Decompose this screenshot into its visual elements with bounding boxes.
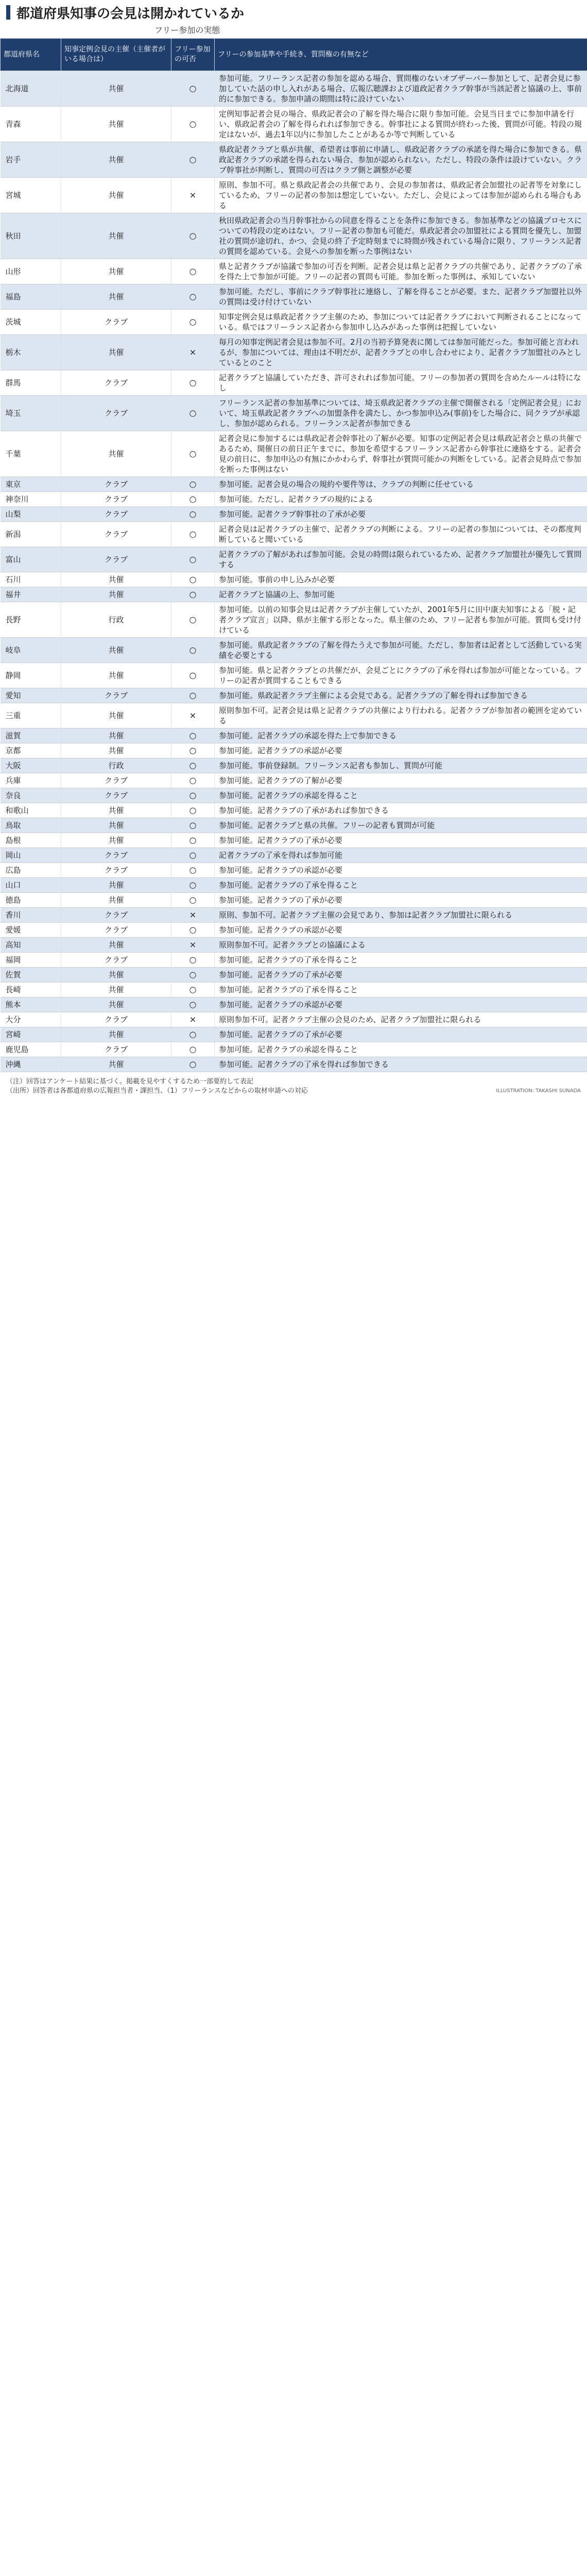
cell-prefecture: 広島 — [1, 863, 61, 878]
table-row — [1, 522, 587, 547]
table-row — [1, 310, 587, 335]
header-organizer: 知事定例会見の主催（主催者がいる場合は） — [61, 39, 171, 71]
cell-organizer: 共催 — [61, 728, 171, 743]
cell-freelance-allowed: ○ — [171, 818, 215, 833]
cell-freelance-allowed: × — [171, 178, 215, 213]
table-row — [1, 1057, 587, 1072]
cell-freelance-allowed: ○ — [171, 773, 215, 788]
cell-organizer: クラブ — [61, 923, 171, 938]
table-row — [1, 1042, 587, 1057]
cell-prefecture: 宮城 — [1, 178, 61, 213]
cell-notes: 参加可能。記者クラブと県の共催。フリーの記者も質問が可能 — [215, 818, 587, 833]
cell-freelance-allowed: ○ — [171, 803, 215, 818]
title-accent-bar — [6, 5, 10, 20]
table-row — [1, 638, 587, 663]
cell-prefecture: 埼玉 — [1, 396, 61, 431]
cell-notes: 参加可能。フリーランス記者の参加を認める場合、質問権のないオブザーバー参加として、記者会見に参加していた話の申し入れがある場合、広報広聴課および道政記者クラブ幹事が当該記者と協議の上、事前的に参加できる。参加申請の期間は特に設けていない — [215, 71, 587, 107]
table-row — [1, 477, 587, 492]
cell-notes: 記者クラブの了承を得れば参加可能 — [215, 848, 587, 863]
table-body — [1, 71, 587, 1072]
table-row — [1, 743, 587, 758]
cell-freelance-allowed: ○ — [171, 863, 215, 878]
table-header-row — [1, 39, 587, 71]
cell-notes: 県と記者クラブが協議で参加の可否を判断。記者会見は県と記者クラブの共催であり、記者クラブの了承を得た上で参加が可能。フリーの記者の質問も可能。参加を断った事例は、承知していない — [215, 259, 587, 284]
cell-prefecture: 福井 — [1, 587, 61, 602]
cell-freelance-allowed: ○ — [171, 507, 215, 522]
footer-note-line: （注）回答はアンケート結果に基づく。掲載を見やすくするため一部要約して表記 — [6, 1078, 253, 1086]
cell-organizer: 共催 — [61, 572, 171, 587]
cell-prefecture: 山口 — [1, 878, 61, 893]
cell-notes: 参加可能。ただし、記者クラブの規約による — [215, 492, 587, 507]
cell-prefecture: 富山 — [1, 547, 61, 572]
cell-organizer: クラブ — [61, 953, 171, 968]
cell-prefecture: 京都 — [1, 743, 61, 758]
cell-notes: 定例知事記者会見の場合、県政記者会の了解を得た場合に限り参加可能。会見当日までに参加申請を行い、県政記者会の了解を得られれば参加できる。幹事社による質問が終わった後、質問が可能。特段の規定はないが、過去1年以内に参加したことがあるか等で判断している — [215, 107, 587, 142]
table-row — [1, 370, 587, 396]
cell-organizer: 共催 — [61, 1057, 171, 1072]
cell-prefecture: 神奈川 — [1, 492, 61, 507]
cell-notes: 参加可能。記者クラブの了承を得ること — [215, 953, 587, 968]
table-row — [1, 968, 587, 982]
cell-notes: 参加可能。記者クラブ幹事社の了承が必要 — [215, 507, 587, 522]
cell-notes: 原則参加不可。記者クラブ主催の会見のため、記者クラブ加盟社に限られる — [215, 1012, 587, 1027]
footer-credit: ILLUSTRATION: TAKASHI SUNADA — [496, 1088, 581, 1094]
cell-organizer: 行政 — [61, 602, 171, 638]
cell-freelance-allowed: ○ — [171, 982, 215, 997]
cell-organizer: 共催 — [61, 284, 171, 310]
cell-freelance-allowed: × — [171, 938, 215, 953]
table-row — [1, 688, 587, 703]
cell-prefecture: 沖縄 — [1, 1057, 61, 1072]
table-row — [1, 848, 587, 863]
cell-organizer: 共催 — [61, 587, 171, 602]
title-row — [0, 0, 587, 25]
cell-notes: フリーランス記者の参加基準については、埼玉県政記者クラブの主催で開催される「定例記者会見」において、埼玉県政記者クラブへの加盟条件を満たし、かつ参加申込み(事前)をした場合に、同クラブが承認し、参加が認められる。フリーランス記者が参加できる — [215, 396, 587, 431]
table-row — [1, 213, 587, 259]
cell-prefecture: 千葉 — [1, 431, 61, 477]
cell-prefecture: 群馬 — [1, 370, 61, 396]
cell-organizer: 共催 — [61, 703, 171, 728]
cell-prefecture: 島根 — [1, 833, 61, 848]
cell-notes: 毎月の知事定例記者会見は参加不可。2月の当初予算発表に関しては参加可能だった。参加可能と言われるが、参加については、理由は不明だが、記者クラブとの申し合わせにより、記者クラブ加盟社のみとしているとのこと — [215, 335, 587, 370]
cell-organizer: クラブ — [61, 547, 171, 572]
cell-freelance-allowed: ○ — [171, 728, 215, 743]
table-row — [1, 863, 587, 878]
cell-organizer: 共催 — [61, 893, 171, 908]
cell-freelance-allowed: ○ — [171, 638, 215, 663]
cell-notes: 参加可能。記者クラブの承認を得た上で参加できる — [215, 728, 587, 743]
cell-organizer: クラブ — [61, 1012, 171, 1027]
table-row — [1, 803, 587, 818]
table-row — [1, 587, 587, 602]
cell-freelance-allowed: ○ — [171, 953, 215, 968]
cell-prefecture: 岡山 — [1, 848, 61, 863]
cell-organizer: 共催 — [61, 213, 171, 259]
cell-notes: 参加可能。県政記者クラブ主催による会見である。記者クラブの了解を得れば参加できる — [215, 688, 587, 703]
cell-prefecture: 香川 — [1, 908, 61, 923]
table-row — [1, 788, 587, 803]
cell-organizer: クラブ — [61, 773, 171, 788]
cell-prefecture: 長野 — [1, 602, 61, 638]
cell-notes: 原則参加不可。記者会見は県と記者クラブの共催により行われる。記者クラブが参加者の範囲を定めている — [215, 703, 587, 728]
cell-organizer: クラブ — [61, 848, 171, 863]
cell-organizer: 共催 — [61, 982, 171, 997]
cell-prefecture: 石川 — [1, 572, 61, 587]
table-row — [1, 982, 587, 997]
cell-notes: 県政記者クラブと県が共催、希望者は事前に申請し、県政記者クラブの承諾を得た場合に参加できる。県政記者クラブの承諾を得られない場合、参加が認められない。ただし、特段の条件は設けていない。クラブ幹事社が判断し、質問の可否はクラブ側と調整が必要 — [215, 142, 587, 178]
cell-prefecture: 宮崎 — [1, 1027, 61, 1042]
cell-organizer: 共催 — [61, 878, 171, 893]
cell-freelance-allowed: × — [171, 335, 215, 370]
cell-prefecture: 高知 — [1, 938, 61, 953]
cell-notes: 参加可能。記者クラブの承認が必要 — [215, 997, 587, 1012]
cell-notes: 参加可能。記者クラブの了承を得ること — [215, 878, 587, 893]
cell-notes: 参加可能。県政記者クラブの了解を得たうえで参加が可能。ただし、参加者は記者として活動している実績を必要とする — [215, 638, 587, 663]
cell-organizer: クラブ — [61, 688, 171, 703]
cell-freelance-allowed: × — [171, 1012, 215, 1027]
cell-prefecture: 山形 — [1, 259, 61, 284]
cell-prefecture: 奈良 — [1, 788, 61, 803]
cell-freelance-allowed: ○ — [171, 547, 215, 572]
cell-prefecture: 鳥取 — [1, 818, 61, 833]
page-title: 都道府県知事の会見は開かれているか — [16, 6, 245, 22]
cell-prefecture: 北海道 — [1, 71, 61, 107]
footer-source-line: （出所）回答者は各都道府県の広報担当者・課担当、（1）フリーランスなどからの取材申請への対応 — [6, 1087, 308, 1095]
cell-notes: 参加可能。以前の知事会見は記者クラブが主催していたが、2001年5月に田中康夫知事による「脱・記者クラブ宣言」以降、県が主催する形となった。県主催のため、フリー記者も参加が可能。質問も受け付けている — [215, 602, 587, 638]
cell-freelance-allowed: ○ — [171, 431, 215, 477]
cell-organizer: クラブ — [61, 507, 171, 522]
cell-organizer: 共催 — [61, 938, 171, 953]
table-row — [1, 71, 587, 107]
cell-freelance-allowed: ○ — [171, 370, 215, 396]
cell-organizer: 共催 — [61, 431, 171, 477]
cell-notes: 参加可能。記者クラブの了承があれば参加できる — [215, 803, 587, 818]
table-row — [1, 818, 587, 833]
table-row — [1, 893, 587, 908]
cell-notes: 参加可能。記者クラブの了承を得れば参加できる — [215, 1057, 587, 1072]
cell-organizer: 共催 — [61, 818, 171, 833]
table-row — [1, 663, 587, 688]
cell-organizer: クラブ — [61, 370, 171, 396]
cell-organizer: 共催 — [61, 259, 171, 284]
cell-freelance-allowed: ○ — [171, 142, 215, 178]
cell-notes: 参加可能。記者クラブの了承を得ること — [215, 982, 587, 997]
cell-freelance-allowed: ○ — [171, 259, 215, 284]
table-row — [1, 758, 587, 773]
cell-prefecture: 鹿児島 — [1, 1042, 61, 1057]
cell-organizer: クラブ — [61, 396, 171, 431]
cell-freelance-allowed: ○ — [171, 1057, 215, 1072]
table-row — [1, 259, 587, 284]
cell-freelance-allowed: ○ — [171, 522, 215, 547]
cell-organizer: 共催 — [61, 833, 171, 848]
cell-prefecture: 大分 — [1, 1012, 61, 1027]
table-row — [1, 431, 587, 477]
cell-prefecture: 熊本 — [1, 997, 61, 1012]
table-row — [1, 547, 587, 572]
cell-freelance-allowed: ○ — [171, 572, 215, 587]
cell-organizer: 共催 — [61, 638, 171, 663]
cell-notes: 参加可能。記者クラブの承認が必要 — [215, 923, 587, 938]
cell-prefecture: 長崎 — [1, 982, 61, 997]
cell-freelance-allowed: ○ — [171, 492, 215, 507]
cell-freelance-allowed: ○ — [171, 833, 215, 848]
cell-organizer: 共催 — [61, 335, 171, 370]
cell-notes: 参加可能。記者クラブの承認が必要 — [215, 863, 587, 878]
cell-freelance-allowed: ○ — [171, 997, 215, 1012]
table-row — [1, 107, 587, 142]
cell-prefecture: 大阪 — [1, 758, 61, 773]
cell-notes: 原則、参加不可。県と県政記者会の共催であり、会見の参加者は、県政記者会加盟社の記者等を対象にしているため、フリーの記者の参加は想定していない。ただし、会見によっては参加が認められる場合もある — [215, 178, 587, 213]
cell-organizer: 共催 — [61, 997, 171, 1012]
header-freelance-allowed: フリー参加の可否 — [171, 39, 215, 71]
cell-prefecture: 秋田 — [1, 213, 61, 259]
cell-notes: 参加可能。記者クラブの承認が必要 — [215, 743, 587, 758]
table-row — [1, 908, 587, 923]
cell-prefecture: 福岡 — [1, 953, 61, 968]
cell-freelance-allowed: × — [171, 908, 215, 923]
cell-notes: 参加可能。記者クラブの承認を得ること — [215, 788, 587, 803]
cell-notes: 参加可能。記者クラブの了承が必要 — [215, 1027, 587, 1042]
cell-prefecture: 山梨 — [1, 507, 61, 522]
cell-freelance-allowed: ○ — [171, 587, 215, 602]
cell-organizer: クラブ — [61, 863, 171, 878]
cell-freelance-allowed: ○ — [171, 1042, 215, 1057]
cell-organizer: 行政 — [61, 758, 171, 773]
cell-prefecture: 新潟 — [1, 522, 61, 547]
cell-prefecture: 青森 — [1, 107, 61, 142]
cell-notes: 参加可能。記者クラブの了承が必要 — [215, 968, 587, 982]
cell-prefecture: 滋賀 — [1, 728, 61, 743]
table-row — [1, 284, 587, 310]
cell-freelance-allowed: ○ — [171, 893, 215, 908]
cell-notes: 記者クラブと協議していただき、許可されれば参加可能。フリーの参加者の質問を含めたルールは特になし — [215, 370, 587, 396]
table-row — [1, 773, 587, 788]
table-row — [1, 938, 587, 953]
table-row — [1, 1012, 587, 1027]
cell-notes: 記者会見に参加するには県政記者会幹事社の了解が必要。知事の定例記者会見は県政記者会と県の共催であるため、開催日の前日正午までに、参加を希望するフリーランス記者から幹事社に連絡をする。記者会見の前日に、参加申込の有無にかかわらず、幹事社が質問可能かの判断をしている。記者会見時点で参加を断った事例はない — [215, 431, 587, 477]
table-row — [1, 335, 587, 370]
cell-organizer: 共催 — [61, 71, 171, 107]
cell-notes: 参加可能。記者会見の場合の規約や要件等は、クラブの判断に任せている — [215, 477, 587, 492]
cell-notes: 秋田県政記者会の当月幹事社からの同意を得ることを条件に参加できる。参加基準などの協議プロセスについての特段の定めはない。フリー記者の参加も可能だ。県政記者会の加盟社による質問を優先し、加盟社の質問が途切れ、かつ、会見の終了予定時刻までに時間が残されている場合に限り、フリーランス記者の質問を認めている。会見への参加を断った事例はない — [215, 213, 587, 259]
table-row — [1, 1027, 587, 1042]
cell-freelance-allowed: ○ — [171, 107, 215, 142]
cell-freelance-allowed: ○ — [171, 743, 215, 758]
cell-freelance-allowed: ○ — [171, 758, 215, 773]
cell-organizer: 共催 — [61, 142, 171, 178]
cell-prefecture: 和歌山 — [1, 803, 61, 818]
cell-notes: 知事定例会見は県政記者クラブ主催のため、参加については記者クラブにおいて判断されることになっている。県ではフリーランス記者から参加申し込みがあった事例は把握していない — [215, 310, 587, 335]
cell-notes: 参加可能。県と記者クラブとの共催だが、会見ごとにクラブの了承を得れば参加が可能となっている。フリーの記者が質問することもできる — [215, 663, 587, 688]
table-row — [1, 997, 587, 1012]
cell-freelance-allowed: ○ — [171, 213, 215, 259]
cell-freelance-allowed: ○ — [171, 477, 215, 492]
cell-organizer: クラブ — [61, 788, 171, 803]
table-row — [1, 492, 587, 507]
cell-organizer: 共催 — [61, 803, 171, 818]
cell-organizer: クラブ — [61, 310, 171, 335]
cell-prefecture: 愛知 — [1, 688, 61, 703]
cell-notes: 参加可能。事前登録制。フリーランス記者も参加し、質問が可能 — [215, 758, 587, 773]
cell-notes: 参加可能。記者クラブの了承が必要 — [215, 893, 587, 908]
cell-freelance-allowed: ○ — [171, 284, 215, 310]
cell-notes: 記者クラブの了解があれば参加可能。会見の時間は限られているため、記者クラブ加盟社が優先して質問する — [215, 547, 587, 572]
cell-prefecture: 三重 — [1, 703, 61, 728]
cell-organizer: 共催 — [61, 968, 171, 982]
table-row — [1, 572, 587, 587]
cell-notes: 原則、参加不可。記者クラブ主催の会見であり、参加は記者クラブ加盟社に限られる — [215, 908, 587, 923]
footer — [0, 1072, 587, 1098]
cell-freelance-allowed: ○ — [171, 396, 215, 431]
cell-prefecture: 茨城 — [1, 310, 61, 335]
cell-organizer: クラブ — [61, 492, 171, 507]
cell-freelance-allowed: ○ — [171, 923, 215, 938]
cell-organizer: 共催 — [61, 743, 171, 758]
cell-notes: 記者クラブと協議の上、参加可能 — [215, 587, 587, 602]
cell-freelance-allowed: ○ — [171, 1027, 215, 1042]
cell-freelance-allowed: ○ — [171, 788, 215, 803]
cell-prefecture: 東京 — [1, 477, 61, 492]
table-row — [1, 178, 587, 213]
table-row — [1, 923, 587, 938]
cell-freelance-allowed: ○ — [171, 968, 215, 982]
cell-prefecture: 岩手 — [1, 142, 61, 178]
cell-prefecture: 徳島 — [1, 893, 61, 908]
table-row — [1, 396, 587, 431]
cell-prefecture: 佐賀 — [1, 968, 61, 982]
cell-organizer: 共催 — [61, 178, 171, 213]
prefecture-table — [0, 38, 587, 1072]
cell-prefecture: 岐阜 — [1, 638, 61, 663]
cell-prefecture: 静岡 — [1, 663, 61, 688]
table-row — [1, 602, 587, 638]
header-prefecture: 都道府県名 — [1, 39, 61, 71]
cell-freelance-allowed: ○ — [171, 71, 215, 107]
cell-prefecture: 兵庫 — [1, 773, 61, 788]
cell-freelance-allowed: ○ — [171, 602, 215, 638]
cell-prefecture: 福島 — [1, 284, 61, 310]
table-row — [1, 507, 587, 522]
table-row — [1, 833, 587, 848]
cell-organizer: クラブ — [61, 522, 171, 547]
cell-freelance-allowed: ○ — [171, 848, 215, 863]
table-row — [1, 878, 587, 893]
cell-notes: 原則参加不可。記者クラブとの協議による — [215, 938, 587, 953]
cell-notes: 参加可能。ただし、事前にクラブ幹事社に連絡し、了解を得ることが必要。また、記者クラブ加盟社以外の質問は受け付けていない — [215, 284, 587, 310]
cell-organizer: クラブ — [61, 908, 171, 923]
cell-prefecture: 愛媛 — [1, 923, 61, 938]
cell-organizer: クラブ — [61, 1042, 171, 1057]
cell-organizer: 共催 — [61, 1027, 171, 1042]
cell-freelance-allowed: ○ — [171, 878, 215, 893]
cell-notes: 参加可能。記者クラブの承認を得ること — [215, 1042, 587, 1057]
cell-notes: 参加可能。記者クラブの了解が必要 — [215, 773, 587, 788]
cell-freelance-allowed: ○ — [171, 663, 215, 688]
cell-organizer: 共催 — [61, 663, 171, 688]
cell-freelance-allowed: ○ — [171, 310, 215, 335]
cell-notes: 参加可能。記者クラブの了承が必要 — [215, 833, 587, 848]
page-subtitle: フリー参加の実態 — [154, 25, 220, 35]
table-row — [1, 703, 587, 728]
table-row — [1, 953, 587, 968]
header-notes: フリーの参加基準や手続き、質問権の有無など — [215, 39, 587, 71]
cell-freelance-allowed: × — [171, 703, 215, 728]
cell-freelance-allowed: ○ — [171, 688, 215, 703]
cell-notes: 記者会見は記者クラブの主催で、記者クラブの判断による。フリーの記者の参加については、その都度判断していると聞いている — [215, 522, 587, 547]
cell-prefecture: 栃木 — [1, 335, 61, 370]
cell-organizer: クラブ — [61, 477, 171, 492]
cell-notes: 参加可能。事前の申し込みが必要 — [215, 572, 587, 587]
table-row — [1, 728, 587, 743]
table-row — [1, 142, 587, 178]
cell-organizer: 共催 — [61, 107, 171, 142]
